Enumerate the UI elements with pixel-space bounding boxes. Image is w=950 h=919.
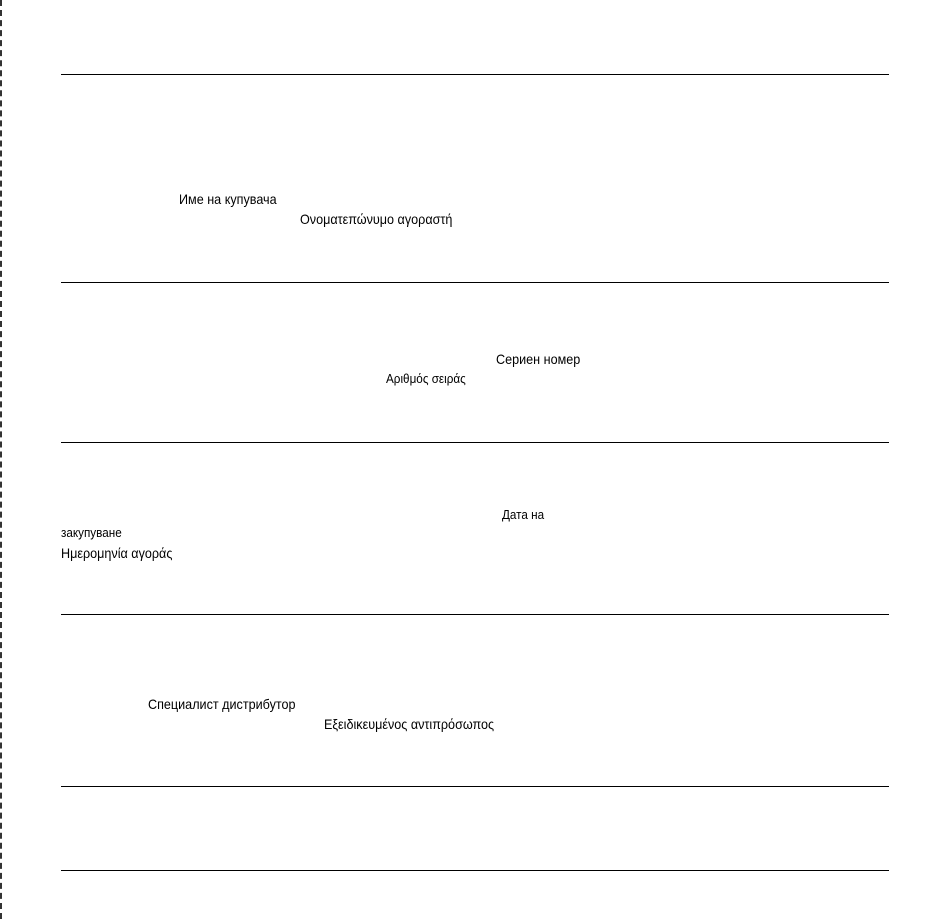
buyer-name-label-el: Ονοματεπώνυμο αγοραστή: [300, 211, 453, 227]
buyer-name-label-bg: Име на купувача: [179, 191, 277, 207]
purchase-date-label-bg-line1: Дата на: [502, 507, 545, 522]
purchase-date-field-line[interactable]: [61, 614, 889, 615]
specialist-distributor-label-el: Εξειδικευμένος αντιπρόσωπος: [324, 716, 495, 732]
form-top-rule: [61, 74, 889, 75]
serial-number-label-el: Αριθμός σειράς: [386, 371, 466, 386]
specialist-distributor-field-line[interactable]: [61, 786, 889, 787]
purchase-date-label-el: Ημερομηνία αγοράς: [61, 545, 173, 561]
cut-line: [0, 0, 2, 919]
specialist-distributor-label-bg: Специалист дистрибутор: [148, 696, 296, 712]
serial-number-label-bg: Сериен номер: [496, 351, 581, 367]
purchase-date-label-bg-line2: закупуване: [61, 525, 122, 540]
serial-number-field-line[interactable]: [61, 442, 889, 443]
form-bottom-rule: [61, 870, 889, 871]
buyer-name-field-line[interactable]: [61, 282, 889, 283]
